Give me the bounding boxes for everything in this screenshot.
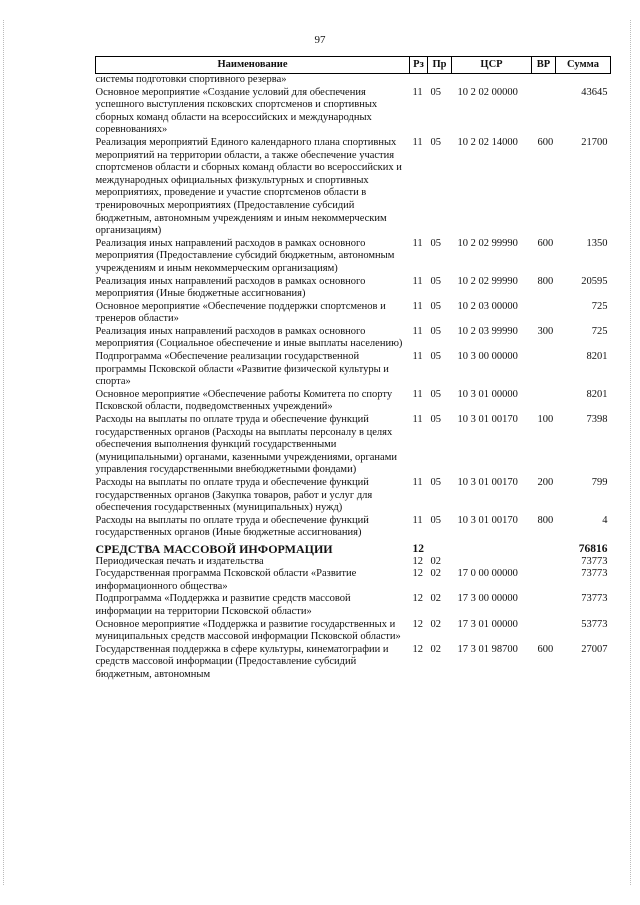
cell-pr <box>428 540 452 556</box>
cell-vr: 800 <box>537 275 554 287</box>
cell-name: Подпрограмма «Обеспечение реализации государственной программы Псковской области «Развитие физической культуры и спорта» <box>95 351 389 388</box>
cell-pr <box>428 74 452 87</box>
cell-name: Расходы на выплаты по оплате труда и обеспечение функций государственных органов (Расходы на выплаты персоналу в целях обеспечения выполнения функций государственными (муниципальными) органами, казенными учреждениями, органами управления государственными внебюджетными фондами) <box>95 414 397 476</box>
cell-name: Расходы на выплаты по оплате труда и обеспечение функций государственных органов (Закупка товаров, работ и услуг для обеспечения государственных (муниципальных) нужд) <box>95 477 373 514</box>
right-edge-dots <box>630 20 632 885</box>
table-row <box>96 644 611 682</box>
cell-csr: 10 2 02 99990 <box>457 275 518 287</box>
table-row <box>96 389 611 414</box>
cell-csr: 10 2 02 00000 <box>457 86 518 98</box>
cell-vr <box>532 87 556 137</box>
cell-rz: 11 <box>412 514 423 526</box>
table-row <box>96 556 611 569</box>
cell-vr <box>532 351 556 389</box>
cell-csr: 10 2 02 14000 <box>457 136 518 148</box>
cell-pr: 02 <box>430 643 441 655</box>
cell-pr: 05 <box>430 325 441 337</box>
cell-rz: 11 <box>412 237 423 249</box>
cell-pr: 05 <box>430 388 441 400</box>
header-csr: ЦСР <box>452 57 532 74</box>
table-row <box>96 74 611 87</box>
cell-pr: 05 <box>430 514 441 526</box>
header-rz: Рз <box>410 57 428 74</box>
section-row <box>96 540 611 556</box>
cell-name: Основное мероприятие «Создание условий для обеспечения успешного выступления псковских спортсменов и спортивных сборных команд области на всероссийских и международных соревнованиях» <box>95 86 378 136</box>
cell-sum: 8201 <box>586 351 608 363</box>
cell-name: Подпрограмма «Поддержка и развитие средств массовой информации на территории Псковской области» <box>95 593 351 617</box>
cell-name: Основное мероприятие «Поддержка и развитие государственных и муниципальных средств массовой информации Псковской области» <box>95 618 401 643</box>
cell-sum: 43645 <box>581 86 608 98</box>
cell-csr: 10 3 00 00000 <box>457 351 518 363</box>
table-row <box>96 137 611 238</box>
cell-rz: 11 <box>412 136 423 148</box>
cell-csr: 17 3 01 00000 <box>457 618 518 630</box>
table-row <box>96 238 611 276</box>
cell-pr: 05 <box>430 300 441 312</box>
cell-pr: 02 <box>430 568 441 580</box>
cell-vr <box>532 74 556 87</box>
cell-sum: 73773 <box>581 593 608 605</box>
cell-sum: 1350 <box>586 237 608 249</box>
cell-pr: 05 <box>430 86 441 98</box>
cell-name: Основное мероприятие «Обеспечение работы Комитета по спорту Псковской области, подведомственных учреждений» <box>95 388 393 413</box>
cell-csr: 10 3 01 00000 <box>457 388 518 400</box>
cell-vr <box>532 593 556 618</box>
budget-table <box>95 56 611 682</box>
cell-pr: 05 <box>430 414 441 426</box>
cell-sum: 76816 <box>578 542 608 555</box>
cell-rz: 11 <box>412 351 423 363</box>
cell-rz <box>410 74 428 87</box>
cell-rz: 12 <box>412 568 423 580</box>
cell-vr: 600 <box>537 643 554 655</box>
cell-sum: 73773 <box>581 555 608 567</box>
table-row <box>96 515 611 540</box>
cell-sum: 799 <box>591 477 608 488</box>
cell-rz: 11 <box>412 414 423 426</box>
table-row <box>96 276 611 301</box>
cell-pr: 02 <box>430 555 441 567</box>
cell-sum: 73773 <box>581 568 608 580</box>
cell-name: системы подготовки спортивного резерва» <box>95 74 287 85</box>
cell-vr: 800 <box>537 514 554 526</box>
cell-sum <box>556 74 611 87</box>
table-header-row <box>96 57 611 74</box>
cell-sum: 20595 <box>581 275 608 287</box>
table-row <box>96 477 611 515</box>
cell-pr: 05 <box>430 477 441 488</box>
cell-sum: 7398 <box>586 414 608 426</box>
cell-pr: 05 <box>430 275 441 287</box>
cell-sum: 21700 <box>581 136 608 148</box>
cell-sum: 27007 <box>581 643 608 655</box>
header-name: Наименование <box>96 57 410 74</box>
cell-name: Периодическая печать и издательства <box>95 555 264 567</box>
cell-pr: 05 <box>430 351 441 363</box>
cell-vr: 100 <box>537 414 554 426</box>
cell-csr <box>452 556 532 569</box>
cell-csr: 10 3 01 00170 <box>457 477 518 488</box>
left-edge-dots <box>3 20 5 885</box>
cell-rz: 12 <box>412 618 423 630</box>
cell-csr: 10 2 03 00000 <box>457 300 518 312</box>
cell-name: СРЕДСТВА МАССОВОЙ ИНФОРМАЦИИ <box>95 541 333 556</box>
cell-csr: 10 3 01 00170 <box>457 414 518 426</box>
cell-sum: 4 <box>602 514 608 526</box>
cell-csr: 17 0 00 00000 <box>457 568 518 580</box>
cell-csr <box>452 74 532 87</box>
cell-name: Реализация иных направлений расходов в рамках основного мероприятия (Иные бюджетные ассигнования) <box>95 275 366 300</box>
cell-name: Реализация иных направлений расходов в рамках основного мероприятия (Предоставление субсидий бюджетным, автономным учреждениям и иным некоммерческим организациям) <box>95 237 395 274</box>
cell-vr: 600 <box>537 136 554 148</box>
cell-name: Государственная программа Псковской области «Развитие информационного общества» <box>95 568 357 592</box>
cell-csr: 17 3 00 00000 <box>457 593 518 605</box>
cell-rz: 12 <box>412 643 423 655</box>
cell-rz: 11 <box>412 388 423 400</box>
cell-sum: 725 <box>591 300 608 312</box>
table-row <box>96 351 611 389</box>
header-pr: Пр <box>428 57 452 74</box>
cell-pr: 05 <box>430 136 441 148</box>
cell-vr: 600 <box>537 237 554 249</box>
cell-vr: 200 <box>537 477 554 488</box>
cell-csr: 10 3 01 00170 <box>457 514 518 526</box>
cell-name: Реализация иных направлений расходов в рамках основного мероприятия (Социальное обеспечение и иные выплаты населению) <box>95 325 403 350</box>
cell-sum: 8201 <box>586 388 608 400</box>
cell-vr <box>532 568 556 593</box>
cell-rz: 12 <box>412 555 423 567</box>
table-body <box>96 74 611 682</box>
cell-rz: 11 <box>412 275 423 287</box>
table-row <box>96 414 611 477</box>
page-number: 97 <box>314 34 326 46</box>
cell-rz: 11 <box>412 325 423 337</box>
table-row <box>96 301 611 326</box>
table-row <box>96 87 611 137</box>
table-row <box>96 619 611 644</box>
cell-name: Государственная поддержка в сфере культуры, кинематографии и средств массовой информации (Предоставление субсидий бюджетным, автономным <box>95 643 389 680</box>
cell-csr: 10 2 03 99990 <box>457 325 518 337</box>
cell-rz: 11 <box>412 477 423 488</box>
cell-rz: 11 <box>412 300 423 312</box>
cell-name: Реализация мероприятий Единого календарного плана спортивных мероприятий на территории области, а также обеспечение участия спортсменов области и сборных команд области во всероссийских и международных официальных физкультурных и спортивных мероприятиях, проведение и участие спортсменов области в тренировочных мероприятиях (Предоставление субсидий бюджетным, автономным учреждениям и иным некоммерческим организациям) <box>95 136 402 237</box>
cell-name: Расходы на выплаты по оплате труда и обеспечение функций государственных органов (Иные бюджетные ассигнования) <box>95 514 369 539</box>
cell-rz: 12 <box>412 542 424 555</box>
cell-vr <box>532 540 556 556</box>
cell-rz: 12 <box>412 593 423 605</box>
table-row <box>96 326 611 351</box>
cell-rz: 11 <box>412 86 423 98</box>
cell-pr: 02 <box>430 593 441 605</box>
header-sum: Сумма <box>556 57 611 74</box>
cell-csr <box>452 540 532 556</box>
cell-vr: 300 <box>537 325 554 337</box>
table-row <box>96 568 611 593</box>
cell-vr <box>532 301 556 326</box>
cell-sum: 53773 <box>581 618 608 630</box>
cell-pr: 02 <box>430 618 441 630</box>
table-row <box>96 593 611 618</box>
cell-sum: 725 <box>591 325 608 337</box>
cell-vr <box>532 619 556 644</box>
cell-vr <box>532 389 556 414</box>
cell-name: Основное мероприятие «Обеспечение поддержки спортсменов и тренеров области» <box>95 300 386 325</box>
header-vr: ВР <box>532 57 556 74</box>
cell-csr: 17 3 01 98700 <box>457 643 518 655</box>
cell-csr: 10 2 02 99990 <box>457 237 518 249</box>
cell-vr <box>532 556 556 569</box>
cell-pr: 05 <box>430 237 441 249</box>
